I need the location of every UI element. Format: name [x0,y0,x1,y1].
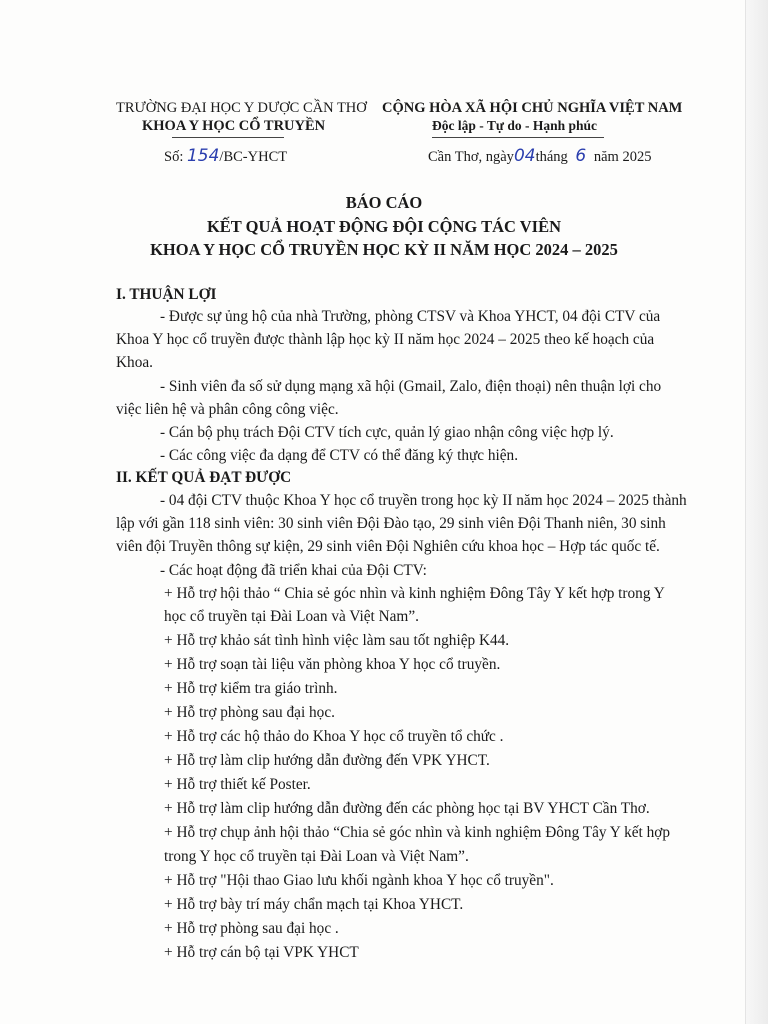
activity-item: + Hỗ trợ soạn tài liệu văn phòng khoa Y học cổ truyền. [164,656,501,673]
page-edge [745,0,768,1024]
report-subtitle-line1: KẾT QUẢ HOẠT ĐỘNG ĐỘI CỘNG TÁC VIÊN [206,217,562,236]
activity-item: + Hỗ trợ thiết kế Poster. [164,776,311,793]
activity-item: + Hỗ trợ hội thảo “ Chia sẻ góc nhìn và kinh nghiệm Đông Tây Y kết hợp trong Y [164,585,665,602]
document-number [164,146,287,166]
handwritten-day: 04 [513,146,536,166]
handwritten-month: 6 [575,146,587,166]
section2-heading: II. KẾT QUẢ ĐẠT ĐƯỢC [116,469,292,486]
report-subtitle-line2: KHOA Y HỌC CỔ TRUYỀN HỌC KỲ II NĂM HỌC 2024 – 2025 [150,240,618,259]
number-suffix: /BC-YHCT [219,149,288,165]
section1-line: Khoa. [116,354,153,371]
section2-line: lập với gần 118 sinh viên: 30 sinh viên Đội Đào tạo, 29 sinh viên Đội Thanh niên, 30 sinh [116,515,666,532]
section1-heading: I. THUẬN LỢI [116,286,217,303]
activity-item: + Hỗ trợ cán bộ tại VPK YHCT [164,944,359,961]
activity-item: + Hỗ trợ kiểm tra giáo trình. [164,680,338,697]
activity-item: + Hỗ trợ làm clip hướng dẫn đường đến VPK YHCT. [164,752,490,769]
activity-item: trong Y học cổ truyền tại Đài Loan và Việt Nam”. [164,848,469,865]
section2-line: - 04 đội CTV thuộc Khoa Y học cổ truyền trong học kỳ II năm học 2024 – 2025 thành [160,492,687,509]
faculty-name: KHOA Y HỌC CỔ TRUYỀN [142,118,326,134]
activity-item: + Hỗ trợ khảo sát tình hình việc làm sau tốt nghiệp K44. [164,632,510,649]
number-prefix: Số: [164,149,184,165]
section1-line: việc liên hệ và phân công công việc. [116,401,339,418]
faculty-underline [172,137,284,138]
activity-item: + Hỗ trợ chụp ảnh hội thảo “Chia sẻ góc nhìn và kinh nghiệm Đông Tây Y kết hợp [164,824,670,841]
country-name: CỘNG HÒA XÃ HỘI CHỦ NGHĨA VIỆT NAM [382,100,683,116]
month-label: tháng [535,149,568,165]
motto-underline [432,137,604,138]
university-name: TRƯỜNG ĐẠI HỌC Y DƯỢC CẦN THƠ [116,100,367,116]
section1-line: - Các công việc đa dạng để CTV có thể đăng ký thực hiện. [160,447,519,464]
section2-line: - Các hoạt động đã triển khai của Đội CTV: [160,562,427,579]
activity-item: + Hỗ trợ "Hội thao Giao lưu khối ngành khoa Y học cổ truyền". [164,872,554,889]
section2-line: viên đội Truyền thông sự kiện, 29 sinh viên Đội Nghiên cứu khoa học – Hợp tác quốc tế. [116,538,660,555]
section1-line: - Được sự ủng hộ của nhà Trường, phòng CTSV và Khoa YHCT, 04 đội CTV của [160,308,661,325]
activity-item: học cổ truyền tại Đài Loan và Việt Nam”. [164,608,419,625]
activity-item: + Hỗ trợ phòng sau đại học. [164,704,335,721]
activity-item: + Hỗ trợ các hộ thảo do Khoa Y học cổ truyền tổ chức . [164,728,504,745]
section1-line: - Cán bộ phụ trách Đội CTV tích cực, quản lý giao nhận công việc hợp lý. [160,424,614,441]
motto: Độc lập - Tự do - Hạnh phúc [432,118,598,133]
year-text: năm 2025 [593,149,652,165]
date-prefix: Cần Thơ, ngày [428,149,514,165]
section1-line: - Sinh viên đa số sử dụng mạng xã hội (Gmail, Zalo, điện thoại) nên thuận lợi cho [160,378,662,395]
document-date [428,146,651,166]
activity-item: + Hỗ trợ phòng sau đại học . [164,920,339,937]
activity-item: + Hỗ trợ làm clip hướng dẫn đường đến các phòng học tại BV YHCT Cần Thơ. [164,800,650,817]
report-title: BÁO CÁO [345,193,423,212]
activity-item: + Hỗ trợ bày trí máy chẩn mạch tại Khoa YHCT. [164,896,464,913]
section1-line: Khoa Y học cổ truyền được thành lập học kỳ II năm học 2024 – 2025 theo kế hoạch của [116,331,655,348]
handwritten-number: 154 [186,146,220,166]
